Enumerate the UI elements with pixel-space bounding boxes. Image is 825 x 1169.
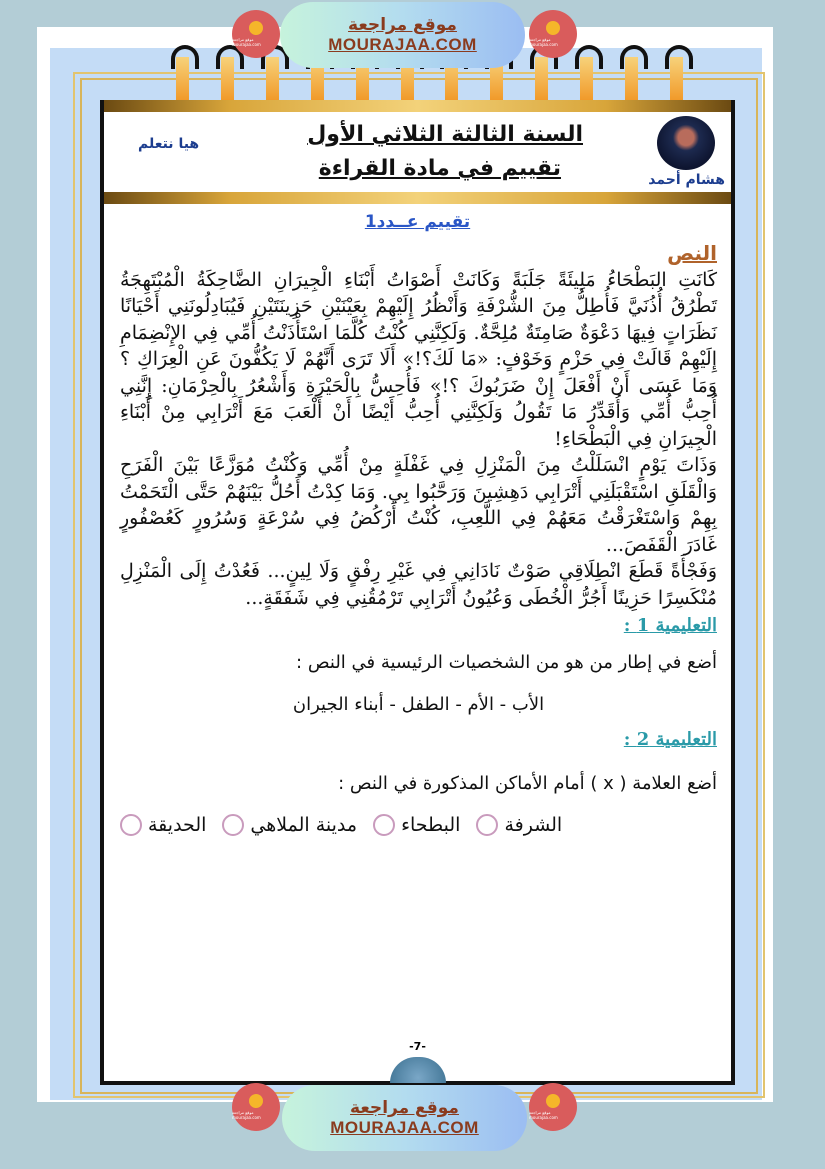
title-grade: السنة الثالثة الثلاثي الأول [307, 122, 583, 147]
option-balcony[interactable] [476, 812, 562, 839]
instruction-1-question: أضع في إطار من هو من الشخصيات الرئيسية في النص : [296, 651, 717, 673]
worksheet-header [104, 112, 731, 192]
worksheet-body [120, 240, 717, 838]
gold-band-bottom [104, 192, 731, 204]
ring-icon [574, 45, 600, 100]
watermark-badge-icon: موقع مراجعة mourajaa.com [232, 1083, 280, 1131]
radio-circle-icon[interactable] [476, 814, 498, 836]
radio-circle-icon[interactable] [120, 814, 142, 836]
watermark-site-ar: موقع مراجعة [350, 1098, 459, 1118]
radio-circle-icon[interactable] [373, 814, 395, 836]
option-label: الشرفة [504, 813, 563, 836]
ring-icon [664, 45, 690, 100]
instruction-1-heading: التعليمية 1 : [623, 615, 717, 636]
watermark-banner-bottom[interactable] [282, 1085, 527, 1151]
instruction-2-options [120, 812, 717, 839]
evaluation-title: تقييم عــدد1 [364, 212, 471, 232]
text-heading: النص [667, 241, 717, 265]
text-paragraph: وَذَاتَ يَوْمٍ انْسَلَلْتُ مِنَ الْمَنْزِلِ فِي غَفْلَةٍ مِنْ أُمِّي وَكُنْتُ مُوَزَّعًا بَيْنَ الْفَرَحِ وَالْقَلَقِ اسْتَقْبَلَنِي أَتْرَابِي دَهِشِينَ وَرَحَّبُوا بِي. وَمَا كِدْتُ أَحُلُّ بَيْنَهُمْ حَتَّى الْتَحَمْتُ بِهِمْ وَاسْتَغْرَقْتُ مَعَهُمْ فِي اللَّعِبِ، كُنْتُ أَرْكُضُ فِي سُرْعَةٍ وَسُرُورٍ كَعُصْفُورٍ غَادَرَ الْقَفَصَ... [120, 454, 717, 556]
watermark-site-ar: موقع مراجعة [348, 15, 457, 35]
instruction-2-question: أضع العلامة ( x ) أمام الأماكن المذكورة في النص : [338, 773, 717, 794]
option-label: الحديقة [148, 813, 207, 836]
watermark-site-en: MOURAJAA.COM [328, 35, 477, 54]
option-label: البطحاء [401, 813, 461, 836]
watermark-badge-icon: موقع مراجعة mourajaa.com [232, 10, 280, 58]
worksheet-page [100, 100, 735, 1085]
ring-icon [619, 45, 645, 100]
ring-icon [215, 45, 241, 100]
gold-band-top [104, 100, 731, 112]
text-paragraph: كَانَتِ البَطْحَاءُ مَلِيئَةً جَلَبَةً وَكَانَتْ أَصْوَاتُ أَبْنَاءِ الْجِيرَانِ الضَّاحِكَةُ الْمُبْتَهِجَةُ تَطْرُقُ أُذُنَيَّ فَأُطِلُّ مِنَ الشُّرْفَةِ وَأَنْظُرُ إِلَيْهِمْ بِعَيْنَيْنِ حَزِينَتَيْنِ فَيُبَادِلُونَنِي أَحْيَانًا نَظَرَاتٍ فِيهَا دَعْوَةٌ صَامِتَةٌ مُلِحَّةٌ. وَلَكِنَّنِي كُنْتُ كُلَّمَا اسْتَأْذَنْتُ أُمِّي فِي الإِنْضِمَامِ إِلَيْهِمْ قَالَتْ فِي حَزْمٍ وَخَوْفٍ: «مَا لَكَ؟!» أَلَا تَرَى أَنَّهُمْ لَا يَكُفُّونَ عَنِ الْعِرَاكِ ؟ وَمَا عَسَى أَنْ أَفْعَلَ إِنْ ضَرَبُوكَ ؟!» فَأُحِسُّ بِالْحَيْرَةِ وَأَشْعُرُ بِالْحِرْمَانِ: إِنَّنِي أُحِبُّ أُمِّي وَأُقَدِّرُ مَا تَقُولُ وَلَكِنَّنِي أُحِبُّ أَيْضًا أَنْ أَلْعَبَ مَعَ أَتْرَابِي مِنْ أَبْنَاءِ الْجِيرَانِ فِي الْبَطْحَاءِ! [120, 268, 717, 450]
instruction-1-choices: الأب - الأم - الطفل - أبناء الجيران [292, 694, 545, 715]
page-number: -7- [409, 1040, 426, 1053]
watermark-site-en: MOURAJAA.COM [330, 1118, 479, 1137]
radio-circle-icon[interactable] [222, 814, 244, 836]
option-courtyard[interactable] [373, 812, 460, 839]
kids-illustration [390, 1057, 446, 1083]
option-amusement-park[interactable] [222, 812, 357, 839]
option-garden[interactable] [120, 812, 206, 839]
watermark-badge-icon: موقع مراجعة mourajaa.com [529, 1083, 577, 1131]
watermark-banner-top[interactable] [280, 2, 525, 68]
option-label: مدينة الملاهي [250, 813, 358, 836]
instruction-2-heading: التعليمية 2 : [623, 728, 717, 750]
ring-icon [170, 45, 196, 100]
brand-label: هيا نتعلم [138, 136, 200, 152]
author-avatar [657, 116, 715, 170]
watermark-badge-icon: موقع مراجعة mourajaa.com [529, 10, 577, 58]
title-subject: تقييم في مادة القراءة [318, 156, 561, 181]
text-paragraph: وَفَجْأَةً قَطَعَ انْطِلَاقِي صَوْتٌ نَادَانِي فِي غَيْرِ رِفْقٍ وَلَا لِينٍ... فَعُدْتُ إِلَى الْمَنْزِلِ مُنْكَسِرًا حَزِينًا أَجُرُّ الْخُطَى وَعُيُونُ أَتْرَابِي تَرْمُقُنِي فِي شَفَقَةٍ... [120, 560, 717, 609]
author-name: هشام أحمد [648, 172, 725, 188]
